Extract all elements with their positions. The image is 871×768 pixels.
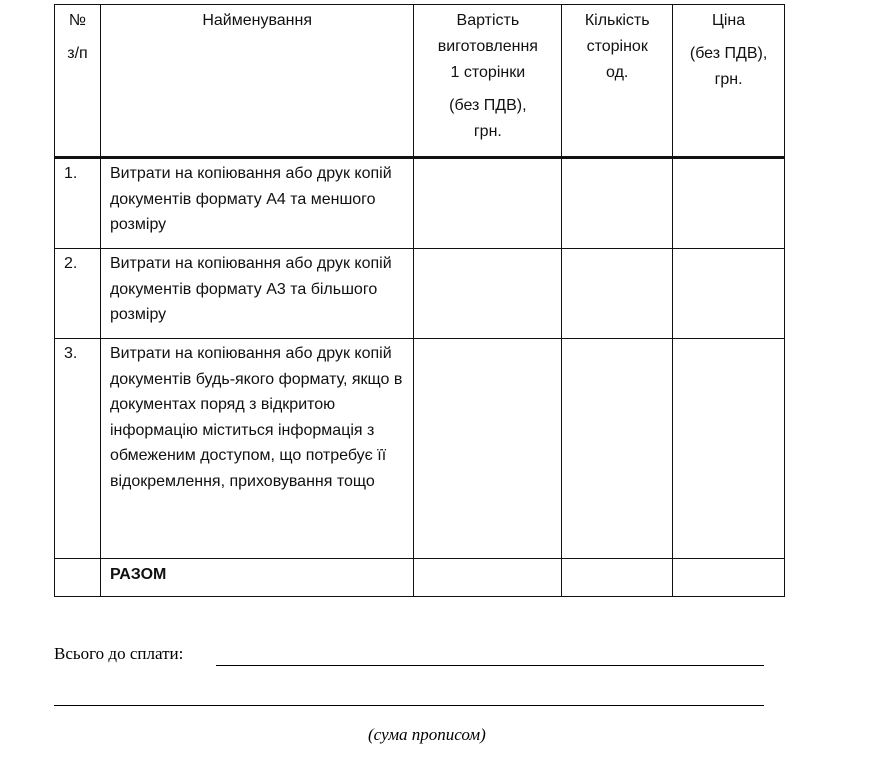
header-cost-line-1: Вартість	[456, 12, 520, 29]
header-pages-line-3: од.	[606, 64, 629, 81]
total-price-cell[interactable]	[673, 559, 785, 597]
amount-in-words-caption: (сума прописом)	[368, 725, 486, 744]
table-row	[55, 158, 785, 249]
header-price-line-2: (без ПДВ),	[689, 45, 768, 62]
header-number-line-1: №	[68, 12, 87, 29]
row-price-cell[interactable]	[673, 339, 785, 559]
header-price-line-3: грн.	[714, 71, 743, 88]
row-price-cell[interactable]	[673, 158, 785, 249]
total-to-pay-field[interactable]	[216, 665, 764, 666]
header-number-line-2: з/п	[67, 45, 88, 62]
header-cost-line-3: 1 сторінки	[450, 64, 526, 81]
row-name: Витрати на копіювання або друк копій документів формату А3 та більшого розміру	[100, 249, 413, 339]
header-cost	[414, 5, 562, 158]
header-price-line-1: Ціна	[712, 12, 746, 29]
row-price-cell[interactable]	[673, 249, 785, 339]
header-number	[55, 5, 101, 158]
row-cost-cell[interactable]	[414, 249, 562, 339]
row-name: Витрати на копіювання або друк копій документів будь-якого формату, якщо в документах поряд з відкритою інформацію міститься інформація з обмеженим доступом, що потребує її відокремлення, приховування тощо	[100, 339, 413, 559]
row-number: 2.	[55, 249, 101, 339]
row-cost-cell[interactable]	[414, 339, 562, 559]
row-pages-cell[interactable]	[562, 249, 673, 339]
header-pages	[562, 5, 673, 158]
table-header-row	[55, 5, 785, 158]
row-pages-cell[interactable]	[562, 339, 673, 559]
row-cost-cell[interactable]	[414, 158, 562, 249]
total-row	[55, 559, 785, 597]
header-price	[673, 5, 785, 158]
header-pages-line-1: Кількість	[584, 12, 650, 29]
table-row	[55, 339, 785, 559]
header-cost-line-5: грн.	[473, 123, 502, 140]
row-number: 1.	[55, 158, 101, 249]
total-label: РАЗОМ	[100, 559, 413, 597]
total-pages-cell[interactable]	[562, 559, 673, 597]
amount-in-words-field[interactable]	[54, 705, 764, 706]
table-row	[55, 249, 785, 339]
row-pages-cell[interactable]	[562, 158, 673, 249]
row-number: 3.	[55, 339, 101, 559]
row-name: Витрати на копіювання або друк копій документів формату А4 та меншого розміру	[100, 158, 413, 249]
header-name	[100, 5, 413, 158]
header-cost-line-2: виготовлення	[437, 38, 538, 55]
header-pages-line-2: сторінок	[586, 38, 648, 55]
total-cost-cell[interactable]	[414, 559, 562, 597]
total-to-pay-label: Всього до сплати:	[54, 644, 184, 663]
header-cost-line-4: (без ПДВ),	[449, 97, 527, 114]
total-number	[55, 559, 101, 597]
cost-table	[54, 4, 785, 597]
header-name-label: Найменування	[202, 12, 313, 29]
